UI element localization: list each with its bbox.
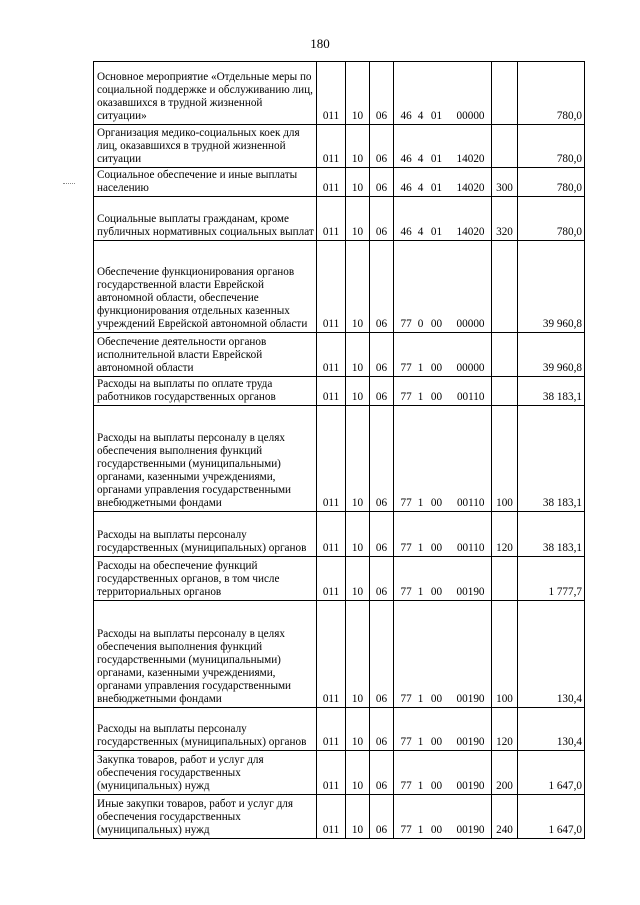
target-article-part-p3: 00 — [430, 497, 443, 509]
grbs-code-cell: 011 — [317, 708, 346, 751]
target-article-cell — [394, 795, 492, 839]
table-row — [94, 125, 585, 168]
target-article-cell — [394, 406, 492, 512]
expense-name-cell: Закупка товаров, работ и услуг для обеспечения государственных (муниципальных) нужд — [94, 751, 317, 795]
table-row — [94, 601, 585, 708]
amount-cell: 130,4 — [518, 601, 585, 708]
target-article-part-p4: 00190 — [456, 586, 485, 598]
grbs-code-cell: 011 — [317, 601, 346, 708]
grbs-code-cell: 011 — [317, 751, 346, 795]
section-code-cell: 10 — [346, 795, 370, 839]
section-code-cell: 10 — [346, 241, 370, 333]
subsection-code-cell: 06 — [370, 795, 394, 839]
table-row — [94, 708, 585, 751]
section-code-cell: 10 — [346, 168, 370, 197]
grbs-code-cell: 011 — [317, 795, 346, 839]
budget-table — [93, 61, 585, 839]
target-article-part-p2: 1 — [417, 586, 424, 598]
expense-type-cell — [492, 557, 518, 601]
target-article-part-p3: 00 — [430, 318, 443, 330]
table-row — [94, 795, 585, 839]
target-article-cell — [394, 241, 492, 333]
target-article-part-p4: 00000 — [456, 110, 485, 122]
section-code-cell: 10 — [346, 62, 370, 125]
subsection-code-cell: 06 — [370, 62, 394, 125]
target-article-cell — [394, 333, 492, 377]
target-article-part-p1: 77 — [400, 542, 412, 554]
expense-type-cell — [492, 377, 518, 406]
target-article-part-p2: 1 — [417, 780, 424, 792]
expense-type-cell: 120 — [492, 512, 518, 557]
expense-type-cell: 240 — [492, 795, 518, 839]
expense-type-cell: 100 — [492, 406, 518, 512]
target-article-part-p2: 1 — [417, 497, 424, 509]
subsection-code-cell: 06 — [370, 512, 394, 557]
target-article-part-p4: 14020 — [456, 153, 485, 165]
expense-name-cell: Иные закупки товаров, работ и услуг для обеспечения государственных (муниципальных) нужд — [94, 795, 317, 839]
table-row — [94, 557, 585, 601]
section-code-cell: 10 — [346, 406, 370, 512]
target-article-part-p1: 77 — [400, 780, 412, 792]
expense-type-cell: 300 — [492, 168, 518, 197]
grbs-code-cell: 011 — [317, 62, 346, 125]
target-article-cell — [394, 168, 492, 197]
subsection-code-cell: 06 — [370, 377, 394, 406]
target-article-part-p1: 46 — [400, 226, 412, 238]
target-article-cell — [394, 512, 492, 557]
target-article-part-p2: 0 — [417, 318, 424, 330]
target-article-part-p3: 01 — [430, 182, 443, 194]
target-article-part-p4: 00110 — [456, 497, 485, 509]
target-article-cell — [394, 751, 492, 795]
target-article-part-p4: 14020 — [456, 182, 485, 194]
target-article-part-p4: 00000 — [456, 318, 485, 330]
amount-cell: 39 960,8 — [518, 241, 585, 333]
grbs-code-cell: 011 — [317, 406, 346, 512]
expense-name-cell: Социальное обеспечение и иные выплаты населению — [94, 168, 317, 197]
table-row — [94, 62, 585, 125]
target-article-part-p2: 4 — [417, 226, 424, 238]
target-article-part-p3: 00 — [430, 542, 443, 554]
target-article-part-p3: 00 — [430, 780, 443, 792]
target-article-cell — [394, 62, 492, 125]
amount-cell: 1 647,0 — [518, 795, 585, 839]
expense-type-cell: 100 — [492, 601, 518, 708]
target-article-part-p1: 77 — [400, 736, 412, 748]
amount-cell: 1 777,7 — [518, 557, 585, 601]
subsection-code-cell: 06 — [370, 125, 394, 168]
target-article-part-p3: 00 — [430, 693, 443, 705]
table-row — [94, 377, 585, 406]
expense-name-cell: Основное мероприятие «Отдельные меры по социальной поддержке и обслуживанию лиц, оказавшихся в трудной жизненной ситуации» — [94, 62, 317, 125]
section-code-cell: 10 — [346, 512, 370, 557]
target-article-part-p1: 46 — [400, 182, 412, 194]
expense-name-cell: Расходы на выплаты персоналу государственных (муниципальных) органов — [94, 708, 317, 751]
target-article-part-p4: 00000 — [456, 362, 485, 374]
amount-cell: 39 960,8 — [518, 333, 585, 377]
target-article-part-p2: 4 — [417, 110, 424, 122]
grbs-code-cell: 011 — [317, 557, 346, 601]
expense-type-cell — [492, 333, 518, 377]
expense-type-cell — [492, 62, 518, 125]
target-article-part-p3: 00 — [430, 736, 443, 748]
amount-cell: 130,4 — [518, 708, 585, 751]
target-article-cell — [394, 377, 492, 406]
expense-name-cell: Расходы на выплаты персоналу государственных (муниципальных) органов — [94, 512, 317, 557]
target-article-part-p3: 01 — [430, 226, 443, 238]
target-article-part-p2: 1 — [417, 391, 424, 403]
expense-name-cell: Обеспечение функционирования органов государственной власти Еврейской автономной области, обеспечение функционирования отдельных казенных учреждений Еврейской автономной области — [94, 241, 317, 333]
target-article-part-p4: 00110 — [456, 542, 485, 554]
grbs-code-cell: 011 — [317, 197, 346, 241]
target-article-part-p1: 77 — [400, 693, 412, 705]
subsection-code-cell: 06 — [370, 751, 394, 795]
target-article-cell — [394, 557, 492, 601]
target-article-part-p2: 1 — [417, 824, 424, 836]
grbs-code-cell: 011 — [317, 241, 346, 333]
target-article-part-p1: 77 — [400, 362, 412, 374]
target-article-part-p4: 00190 — [456, 780, 485, 792]
target-article-cell — [394, 197, 492, 241]
table-row — [94, 512, 585, 557]
subsection-code-cell: 06 — [370, 168, 394, 197]
amount-cell: 780,0 — [518, 168, 585, 197]
table-row — [94, 168, 585, 197]
section-code-cell: 10 — [346, 557, 370, 601]
expense-name-cell: Обеспечение деятельности органов исполнительной власти Еврейской автономной области — [94, 333, 317, 377]
grbs-code-cell: 011 — [317, 125, 346, 168]
grbs-code-cell: 011 — [317, 377, 346, 406]
target-article-part-p3: 00 — [430, 586, 443, 598]
subsection-code-cell: 06 — [370, 601, 394, 708]
grbs-code-cell: 011 — [317, 333, 346, 377]
subsection-code-cell: 06 — [370, 241, 394, 333]
target-article-part-p4: 00190 — [456, 693, 485, 705]
subsection-code-cell: 06 — [370, 557, 394, 601]
amount-cell: 38 183,1 — [518, 406, 585, 512]
section-code-cell: 10 — [346, 197, 370, 241]
target-article-cell — [394, 601, 492, 708]
target-article-part-p1: 77 — [400, 824, 412, 836]
table-row — [94, 333, 585, 377]
target-article-part-p1: 77 — [400, 586, 412, 598]
subsection-code-cell: 06 — [370, 406, 394, 512]
section-code-cell: 10 — [346, 377, 370, 406]
amount-cell: 38 183,1 — [518, 377, 585, 406]
target-article-cell — [394, 708, 492, 751]
target-article-part-p2: 4 — [417, 182, 424, 194]
section-code-cell: 10 — [346, 333, 370, 377]
subsection-code-cell: 06 — [370, 708, 394, 751]
expense-name-cell: Расходы на обеспечение функций государственных органов, в том числе территориальных органов — [94, 557, 317, 601]
target-article-part-p2: 1 — [417, 362, 424, 374]
table-row — [94, 406, 585, 512]
target-article-part-p4: 14020 — [456, 226, 485, 238]
expense-type-cell: 200 — [492, 751, 518, 795]
subsection-code-cell: 06 — [370, 333, 394, 377]
amount-cell: 780,0 — [518, 125, 585, 168]
target-article-cell — [394, 125, 492, 168]
target-article-part-p3: 00 — [430, 391, 443, 403]
grbs-code-cell: 011 — [317, 512, 346, 557]
table-row — [94, 751, 585, 795]
expense-name-cell: Расходы на выплаты персоналу в целях обеспечения выполнения функций государственными (муниципальными) органами, казенными учреждениями, органами управления государственными внебюджетными фондами — [94, 406, 317, 512]
expense-type-cell: 120 — [492, 708, 518, 751]
expense-type-cell — [492, 125, 518, 168]
amount-cell: 38 183,1 — [518, 512, 585, 557]
expense-name-cell: Расходы на выплаты персоналу в целях обеспечения выполнения функций государственными (муниципальными) органами, казенными учреждениями, органами управления государственными внебюджетными фондами — [94, 601, 317, 708]
section-code-cell: 10 — [346, 601, 370, 708]
section-code-cell: 10 — [346, 751, 370, 795]
target-article-part-p2: 1 — [417, 542, 424, 554]
target-article-part-p1: 77 — [400, 497, 412, 509]
expense-name-cell: Социальные выплаты гражданам, кроме публичных нормативных социальных выплат — [94, 197, 317, 241]
target-article-part-p3: 00 — [430, 362, 443, 374]
amount-cell: 780,0 — [518, 197, 585, 241]
target-article-part-p4: 00110 — [456, 391, 485, 403]
target-article-part-p3: 00 — [430, 824, 443, 836]
table-row — [94, 241, 585, 333]
target-article-part-p1: 46 — [400, 153, 412, 165]
expense-name-cell: Организация медико-социальных коек для лиц, оказавшихся в трудной жизненной ситуации — [94, 125, 317, 168]
target-article-part-p1: 46 — [400, 110, 412, 122]
amount-cell: 780,0 — [518, 62, 585, 125]
target-article-part-p1: 77 — [400, 391, 412, 403]
expense-name-cell: Расходы на выплаты по оплате труда работников государственных органов — [94, 377, 317, 406]
target-article-part-p3: 01 — [430, 110, 443, 122]
table-row — [94, 197, 585, 241]
target-article-part-p2: 1 — [417, 693, 424, 705]
section-code-cell: 10 — [346, 125, 370, 168]
page-number: 180 — [310, 36, 330, 51]
expense-type-cell — [492, 241, 518, 333]
target-article-part-p4: 00190 — [456, 824, 485, 836]
target-article-part-p2: 1 — [417, 736, 424, 748]
target-article-part-p2: 4 — [417, 153, 424, 165]
expense-type-cell: 320 — [492, 197, 518, 241]
grbs-code-cell: 011 — [317, 168, 346, 197]
margin-mark — [63, 183, 75, 184]
table-body — [94, 62, 585, 839]
section-code-cell: 10 — [346, 708, 370, 751]
target-article-part-p4: 00190 — [456, 736, 485, 748]
target-article-part-p3: 01 — [430, 153, 443, 165]
target-article-part-p1: 77 — [400, 318, 412, 330]
amount-cell: 1 647,0 — [518, 751, 585, 795]
subsection-code-cell: 06 — [370, 197, 394, 241]
